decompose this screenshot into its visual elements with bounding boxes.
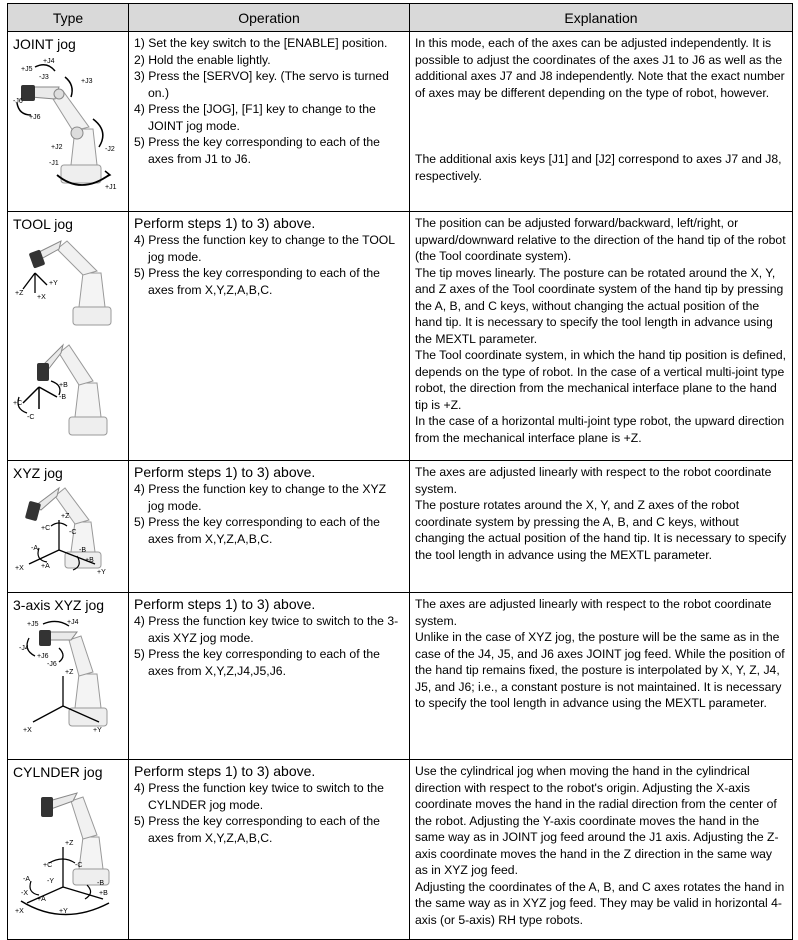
figure-label: +A bbox=[37, 896, 46, 903]
figure-label: +J5 bbox=[21, 66, 33, 73]
figure-label: -J6 bbox=[47, 661, 57, 668]
figure-label: -A bbox=[31, 545, 38, 552]
step-list bbox=[134, 780, 404, 846]
type-cell bbox=[8, 760, 129, 940]
figure-label: -A bbox=[23, 876, 30, 883]
step-item: 3) Press the [SERVO] key. (The servo is turned on.) bbox=[134, 69, 389, 100]
step-item: 2) Hold the enable lightly. bbox=[134, 52, 271, 67]
jog-type-name: CYLNDER jog bbox=[13, 764, 103, 780]
operation-cell bbox=[129, 212, 410, 461]
table-row bbox=[8, 760, 793, 940]
jog-type-name: TOOL jog bbox=[13, 216, 73, 232]
three-axis-xyz-jog-robot-icon bbox=[13, 618, 123, 738]
steps-lead-text: Perform steps 1) to 3) above. bbox=[134, 464, 316, 480]
table-header-row bbox=[8, 4, 793, 32]
jog-type-name: XYZ jog bbox=[13, 465, 63, 481]
figure-label: +J2 bbox=[51, 144, 63, 151]
tool-jog-robot-icon bbox=[13, 237, 123, 447]
step-item: 4) Press the function key twice to switch to the 3-axis XYZ jog mode. bbox=[134, 614, 399, 645]
figure-label: +B bbox=[85, 557, 94, 564]
figure-label: +B bbox=[99, 890, 108, 897]
jog-mode-table bbox=[7, 3, 793, 940]
figure-label: +B bbox=[59, 382, 68, 389]
header-operation: Operation bbox=[129, 4, 410, 32]
figure-label: +Y bbox=[59, 908, 68, 915]
step-item: 5) Press the key corresponding to each of the axes from X,Y,Z,A,B,C. bbox=[134, 515, 380, 546]
step-item: 5) Press the key corresponding to each of the axes from X,Y,Z,A,B,C. bbox=[134, 266, 380, 297]
figure-label: +Z bbox=[65, 840, 74, 847]
table-row bbox=[8, 212, 793, 461]
type-cell bbox=[8, 593, 129, 760]
steps-lead-text: Perform steps 1) to 3) above. bbox=[134, 763, 316, 779]
step-item: 5) Press the key corresponding to each of the axes from J1 to J6. bbox=[134, 135, 380, 166]
step-item: 4) Press the function key to change to the XYZ jog mode. bbox=[134, 482, 387, 513]
explanation-paragraph: In this mode, each of the axes can be adjusted independently. It is possible to adjust the coordinates of the axes J1 to J6 as well as the additional axes J7 and J8 independently. Note that the exact number of axes may be different depending on the type of robot, however. bbox=[415, 36, 785, 100]
explanation-cell bbox=[410, 760, 793, 940]
explanation-paragraph: The position can be adjusted forward/backward, left/right, or upward/downward relative to the direction of the hand tip of the robot (the Tool coordinate system). bbox=[415, 216, 786, 263]
explanation-paragraph: Adjusting the coordinates of the A, B, and C axes rotates the hand in the same way as in XYZ jog feed. They may be valid in horizontal 4-axis (or 5-axis) RH type robots. bbox=[415, 879, 785, 927]
figure-label: +C bbox=[41, 525, 51, 532]
figure-label: +J6 bbox=[29, 114, 41, 121]
figure-label: -Y bbox=[47, 878, 54, 885]
jog-type-name: JOINT jog bbox=[13, 36, 76, 52]
figure-label: -C bbox=[75, 862, 83, 869]
step-item: 5) Press the key corresponding to each of the axes from X,Y,Z,A,B,C. bbox=[134, 814, 380, 845]
step-list bbox=[134, 613, 404, 679]
figure-label: -B bbox=[97, 880, 104, 887]
header-explanation: Explanation bbox=[410, 4, 793, 32]
operation-cell bbox=[129, 461, 410, 593]
figure-label: +Y bbox=[93, 727, 102, 734]
figure-label: +X bbox=[15, 908, 24, 915]
step-item: 5) Press the key corresponding to each of the axes from X,Y,Z,J4,J5,J6. bbox=[134, 647, 380, 678]
explanation-paragraph: The additional axis keys [J1] and [J2] correspond to axes J7 and J8, respectively. bbox=[415, 152, 782, 183]
figure-label: -C bbox=[27, 414, 35, 421]
figure-label: +C bbox=[43, 862, 53, 869]
step-list bbox=[134, 481, 404, 547]
figure-label: -B bbox=[79, 547, 86, 554]
figure-label: +Z bbox=[65, 669, 74, 676]
header-type: Type bbox=[8, 4, 129, 32]
explanation-cell bbox=[410, 32, 793, 212]
figure-label: -J2 bbox=[105, 146, 115, 153]
explanation-paragraph: Unlike in the case of XYZ jog, the posture will be the same as in the case of the J4, J5, and J6 axes JOINT jog feed. While the position of the hand tip remains fixed, the posture is interpolated by X, Y, Z, J4, J5, and J6; i.e., a constant posture is not maintained. It is necessary to specify the tool length in advance using the MEXTL parameter. bbox=[415, 630, 785, 710]
explanation-paragraph: The posture rotates around the X, Y, and Z axes of the robot coordinate system by pressing the A, B, and C keys, without changing the actual position of the hand tip. It is necessary to specify the tool length in advance using the MEXTL parameter. bbox=[415, 498, 787, 562]
steps-lead-text: Perform steps 1) to 3) above. bbox=[134, 215, 316, 231]
steps-lead-text: Perform steps 1) to 3) above. bbox=[134, 596, 316, 612]
xyz-jog-robot-icon bbox=[13, 486, 123, 578]
figure-label: +J5 bbox=[27, 621, 39, 628]
figure-label: -J4 bbox=[19, 645, 29, 652]
figure-label: +J1 bbox=[105, 184, 117, 191]
figure-label: -J1 bbox=[49, 160, 59, 167]
operation-cell bbox=[129, 760, 410, 940]
cylinder-jog-robot-icon bbox=[13, 785, 123, 925]
figure-label: +J4 bbox=[67, 619, 79, 626]
figure-label: -J3 bbox=[39, 74, 49, 81]
figure-label: +Y bbox=[97, 569, 106, 576]
figure-label: +Y bbox=[49, 280, 58, 287]
step-list bbox=[134, 35, 404, 167]
figure-label: +A bbox=[41, 563, 50, 570]
figure-label: +C bbox=[13, 400, 23, 407]
figure-label: +J4 bbox=[43, 58, 55, 65]
figure-label: -B bbox=[59, 394, 66, 401]
explanation-paragraph: The axes are adjusted linearly with respect to the robot coordinate system. bbox=[415, 597, 772, 628]
joint-jog-robot-icon bbox=[13, 57, 123, 197]
figure-label: +Z bbox=[15, 290, 24, 297]
step-item: 1) Set the key switch to the [ENABLE] position. bbox=[134, 36, 388, 50]
step-item: 4) Press the [JOG], [F1] key to change to the JOINT jog mode. bbox=[134, 102, 376, 133]
figure-label: +X bbox=[37, 294, 46, 301]
table-row bbox=[8, 461, 793, 593]
figure-label: +X bbox=[23, 727, 32, 734]
table-row bbox=[8, 32, 793, 212]
explanation-cell bbox=[410, 593, 793, 760]
table-row bbox=[8, 593, 793, 760]
operation-cell bbox=[129, 32, 410, 212]
type-cell bbox=[8, 212, 129, 461]
figure-label: -J6 bbox=[13, 98, 23, 105]
step-item: 4) Press the function key twice to switch to the CYLNDER jog mode. bbox=[134, 781, 384, 812]
explanation-paragraph: In the case of a horizontal multi-joint type robot, the upward direction from the mechanical interface plane is +Z. bbox=[415, 414, 785, 445]
figure-label: +X bbox=[15, 565, 24, 572]
step-item: 4) Press the function key to change to the TOOL jog mode. bbox=[134, 233, 395, 264]
operation-cell bbox=[129, 593, 410, 760]
explanation-cell bbox=[410, 212, 793, 461]
figure-label: -C bbox=[69, 529, 77, 536]
jog-type-name: 3-axis XYZ jog bbox=[13, 597, 105, 613]
figure-label: +J3 bbox=[81, 78, 93, 85]
explanation-paragraph: The axes are adjusted linearly with respect to the robot coordinate system. bbox=[415, 465, 772, 496]
figure-label: -X bbox=[21, 890, 28, 897]
type-cell bbox=[8, 461, 129, 593]
figure-label: +J6 bbox=[37, 653, 49, 660]
explanation-paragraph: The Tool coordinate system, in which the hand tip position is defined, depends on the type of robot. In the case of a vertical multi-joint type robot, the direction from the mechanical interface plane to the hand tip is +Z. bbox=[415, 348, 787, 412]
type-cell bbox=[8, 32, 129, 212]
figure-label: +Z bbox=[61, 513, 70, 520]
step-list bbox=[134, 232, 404, 298]
explanation-cell bbox=[410, 461, 793, 593]
explanation-paragraph: The tip moves linearly. The posture can be rotated around the X, Y, and Z axes of the Tool coordinate system of the hand tip by pressing the A, B, and C keys, without changing the actual position of the hand tip. It is necessary to specify the tool length in advance using the MEXTL parameter. bbox=[415, 265, 784, 346]
explanation-paragraph: Use the cylindrical jog when moving the hand in the cylindrical direction with respect to the robot's origin. Adjusting the X-axis coordinate moves the hand in the radial direction from the center of the robot. Adjusting the Y-axis coordinate moves the hand in the same way as in JOINT jog feed around the J1 axis. Adjusting the Z-axis coordinate moves the hand in the Z direction in the same way as in XYZ jog feed. bbox=[415, 764, 779, 877]
